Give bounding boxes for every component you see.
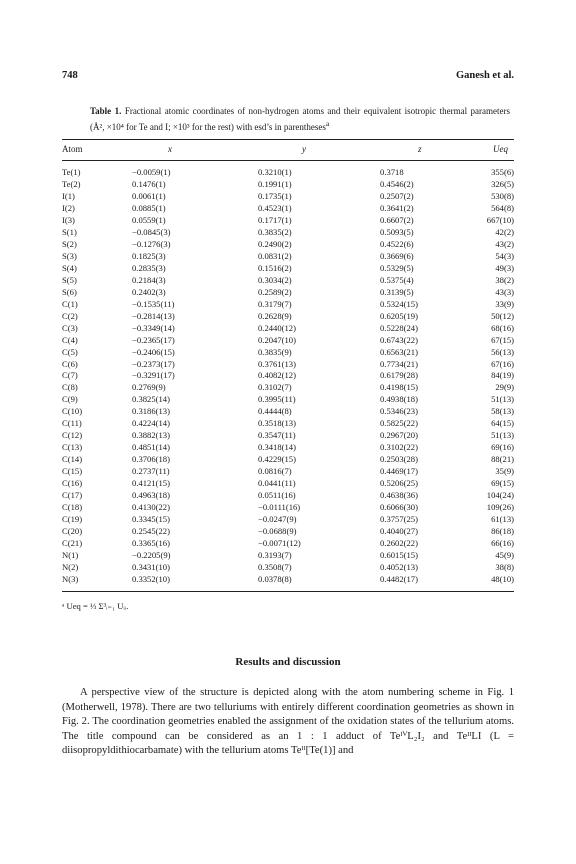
cell-ueq: 29(9) (495, 382, 514, 393)
cell-atom: C(4) (62, 334, 78, 345)
cell-z: 0.4040(27) (380, 526, 418, 537)
cell-y: 0.1516(2) (258, 262, 292, 273)
cell-y: 0.2589(2) (258, 286, 292, 297)
cell-y: 0.4444(8) (258, 406, 292, 417)
cell-atom: C(17) (62, 490, 83, 501)
cell-x: 0.0061(1) (132, 190, 166, 201)
cell-y: 0.2047(10) (258, 334, 296, 345)
table-row (62, 263, 514, 274)
cell-atom: C(12) (62, 430, 83, 441)
cell-z: 0.2967(20) (380, 430, 418, 441)
table-top-rule (62, 139, 514, 140)
table-caption (90, 106, 510, 133)
section-title: Results and discussion (235, 656, 341, 668)
cell-x: −0.2205(9) (132, 550, 171, 561)
cell-x: 0.3825(14) (132, 394, 170, 405)
cell-z: 0.6743(22) (380, 334, 418, 345)
cell-z: 0.4522(6) (380, 238, 414, 249)
cell-z: 0.4052(13) (380, 562, 418, 572)
cell-x: −0.2365(17) (132, 334, 175, 345)
cell-y: 0.2440(12) (258, 322, 296, 333)
table-row (62, 382, 514, 393)
cell-z: 0.3139(5) (380, 286, 414, 297)
cell-atom: C(1) (62, 298, 78, 309)
cell-atom: C(11) (62, 418, 82, 429)
table-row (62, 574, 514, 585)
cell-atom: C(19) (62, 514, 83, 525)
cell-y: 0.3761(13) (258, 358, 296, 369)
cell-x: −0.1535(11) (132, 298, 175, 309)
running-head: Ganesh et al. (455, 70, 514, 81)
table-caption-text: Fractional atomic coordinates of non-hydrogen atoms and their equivalent isotropic thermal parameters (Å², ×10⁴ for Te and I; ×10³ for the rest) with esd’s in parentheses (90, 106, 510, 132)
header-x: x (168, 144, 172, 154)
cell-ueq: 33(9) (495, 298, 514, 309)
cell-ueq: 43(2) (495, 238, 514, 249)
cell-y: 0.3193(7) (258, 550, 292, 561)
cell-y: 0.4523(1) (258, 202, 292, 213)
cell-y: 0.3102(7) (258, 382, 292, 393)
cell-y: 0.3547(11) (258, 430, 296, 441)
cell-atom: C(21) (62, 538, 83, 549)
cell-atom: S(1) (62, 226, 77, 237)
cell-x: −0.3291(17) (132, 370, 175, 381)
cell-atom: I(1) (62, 190, 75, 201)
cell-atom: Te(2) (62, 178, 81, 189)
cell-atom: C(3) (62, 322, 78, 333)
cell-atom: N(1) (62, 550, 79, 561)
cell-x: −0.3349(14) (132, 322, 175, 333)
table-row (62, 466, 514, 477)
cell-x: 0.2184(3) (132, 274, 166, 285)
header-atom: Atom (62, 144, 83, 154)
cell-x: −0.2373(17) (132, 358, 175, 369)
table-row (62, 406, 514, 417)
cell-ueq: 66(16) (491, 538, 514, 549)
table-row (62, 514, 514, 525)
table-row (62, 215, 514, 226)
cell-x: 0.4130(22) (132, 502, 170, 513)
table-body (62, 167, 514, 587)
table-row (62, 323, 514, 334)
cell-x: −0.2814(13) (132, 310, 175, 321)
cell-y: 0.2490(2) (258, 238, 292, 249)
cell-ueq: 530(8) (491, 190, 514, 201)
cell-ueq: 58(13) (491, 406, 514, 417)
cell-z: 0.5206(25) (380, 478, 418, 489)
cell-y: 0.3418(14) (258, 442, 296, 453)
table-row (62, 275, 514, 286)
cell-y: −0.0688(9) (258, 526, 297, 537)
caption-footnote-mark: a (325, 118, 330, 128)
cell-ueq: 38(8) (495, 562, 514, 572)
table-row (62, 287, 514, 298)
cell-atom: I(2) (62, 202, 75, 213)
cell-z: 0.5228(24) (380, 322, 418, 333)
cell-y: 0.0441(11) (258, 478, 296, 489)
cell-z: 0.3757(25) (380, 514, 418, 525)
table-row (62, 478, 514, 489)
cell-ueq: 667(10) (486, 214, 514, 225)
cell-y: 0.3508(7) (258, 562, 292, 572)
cell-y: 0.3835(2) (258, 226, 292, 237)
table-row (62, 335, 514, 346)
cell-atom: S(4) (62, 262, 77, 273)
header-ueq: Ueq (493, 144, 508, 154)
cell-z: 0.3102(22) (380, 442, 418, 453)
cell-y: 0.1991(1) (258, 178, 292, 189)
cell-y: 0.4229(15) (258, 454, 296, 465)
table-row (62, 370, 514, 381)
cell-atom: S(2) (62, 238, 77, 249)
cell-ueq: 84(19) (491, 370, 514, 381)
cell-x: 0.4121(15) (132, 478, 170, 489)
cell-z: 0.6066(30) (380, 502, 418, 513)
cell-x: 0.3706(18) (132, 454, 170, 465)
table-row (62, 167, 514, 178)
cell-atom: I(3) (62, 214, 75, 225)
cell-ueq: 35(9) (495, 466, 514, 477)
cell-x: 0.1476(1) (132, 178, 166, 189)
cell-atom: C(2) (62, 310, 78, 321)
cell-y: 0.3179(7) (258, 298, 292, 309)
table-row (62, 526, 514, 537)
cell-y: 0.2628(9) (258, 310, 292, 321)
page-number: 748 (62, 70, 78, 81)
cell-y: 0.3034(2) (258, 274, 292, 285)
cell-x: 0.4224(14) (132, 418, 170, 429)
cell-y: 0.0831(2) (258, 250, 292, 261)
cell-z: 0.4469(17) (380, 466, 418, 477)
cell-ueq: 51(13) (491, 430, 514, 441)
cell-atom: C(20) (62, 526, 83, 537)
table-row (62, 418, 514, 429)
cell-ueq: 45(9) (495, 550, 514, 561)
cell-ueq: 564(8) (491, 202, 514, 213)
cell-z: 0.5329(5) (380, 262, 414, 273)
cell-z: 0.5093(5) (380, 226, 414, 237)
table-row (62, 359, 514, 370)
page-header (62, 70, 514, 84)
cell-ueq: 68(16) (491, 322, 514, 333)
cell-ueq: 69(16) (491, 442, 514, 453)
cell-atom: C(10) (62, 406, 83, 417)
cell-x: 0.0559(1) (132, 214, 166, 225)
cell-z: 0.2507(2) (380, 190, 414, 201)
table-row (62, 490, 514, 501)
table-header-rule (62, 160, 514, 161)
cell-ueq: 88(21) (491, 454, 514, 465)
cell-z: 0.3718 (380, 167, 404, 177)
table-row (62, 251, 514, 262)
cell-y: 0.3518(13) (258, 418, 296, 429)
cell-z: 0.6015(15) (380, 550, 418, 561)
table-header-row (62, 144, 514, 158)
cell-ueq: 64(15) (491, 418, 514, 429)
cell-ueq: 104(24) (486, 490, 514, 501)
cell-z: 0.7734(21) (380, 358, 418, 369)
table-row (62, 239, 514, 250)
cell-ueq: 67(16) (491, 358, 514, 369)
cell-z: 0.2602(22) (380, 538, 418, 549)
cell-x: 0.0885(1) (132, 202, 166, 213)
cell-atom: Te(1) (62, 167, 81, 177)
table-row (62, 191, 514, 202)
table-row (62, 347, 514, 358)
cell-y: 0.1717(1) (258, 214, 292, 225)
cell-atom: S(3) (62, 250, 77, 261)
table-row (62, 562, 514, 573)
table-row (62, 502, 514, 513)
cell-z: 0.4638(36) (380, 490, 418, 501)
table-row (62, 538, 514, 549)
table-row (62, 227, 514, 238)
cell-z: 0.5346(23) (380, 406, 418, 417)
cell-y: 0.0816(7) (258, 466, 292, 477)
table-footnote: ᵃ Ueq = ⅓ Σ³ᵢ₌₁ Uᵢᵢ. (62, 601, 129, 611)
cell-x: 0.2402(3) (132, 286, 166, 297)
header-z: z (418, 144, 422, 154)
cell-x: 0.2769(9) (132, 382, 166, 393)
cell-ueq: 61(13) (491, 514, 514, 525)
cell-y: 0.3995(11) (258, 394, 296, 405)
cell-x: 0.3186(13) (132, 406, 170, 417)
cell-atom: C(7) (62, 370, 78, 381)
cell-ueq: 56(13) (491, 346, 514, 357)
cell-ueq: 54(3) (495, 250, 514, 261)
cell-atom: S(6) (62, 286, 77, 297)
table-row (62, 179, 514, 190)
cell-atom: S(5) (62, 274, 77, 285)
cell-y: −0.0071(12) (258, 538, 301, 549)
cell-z: 0.5825(22) (380, 418, 418, 429)
cell-x: 0.2835(3) (132, 262, 166, 273)
cell-ueq: 38(2) (495, 274, 514, 285)
cell-atom: C(14) (62, 454, 83, 465)
table-label: Table 1. (90, 106, 122, 116)
cell-ueq: 355(6) (491, 167, 514, 177)
cell-z: 0.3641(2) (380, 202, 414, 213)
cell-z: 0.4546(2) (380, 178, 414, 189)
cell-z: 0.6179(28) (380, 370, 418, 381)
cell-y: −0.0111(16) (258, 502, 301, 513)
cell-z: 0.4482(17) (380, 573, 418, 584)
cell-ueq: 48(10) (491, 573, 514, 584)
header-y: y (302, 144, 306, 154)
cell-ueq: 69(15) (491, 478, 514, 489)
cell-z: 0.2503(28) (380, 454, 418, 465)
table-row (62, 203, 514, 214)
cell-x: 0.4963(18) (132, 490, 170, 501)
cell-ueq: 326(5) (491, 178, 514, 189)
cell-ueq: 43(3) (495, 286, 514, 297)
table-row (62, 299, 514, 310)
cell-ueq: 86(18) (491, 526, 514, 537)
cell-z: 0.4938(18) (380, 394, 418, 405)
cell-x: 0.3365(16) (132, 538, 170, 549)
cell-y: −0.0247(9) (258, 514, 297, 525)
cell-x: 0.3431(10) (132, 562, 170, 572)
cell-ueq: 49(3) (495, 262, 514, 273)
cell-x: 0.3882(13) (132, 430, 170, 441)
cell-x: 0.1825(3) (132, 250, 166, 261)
cell-atom: C(6) (62, 358, 78, 369)
cell-atom: C(8) (62, 382, 78, 393)
cell-x: −0.0059(1) (132, 167, 171, 177)
cell-atom: C(5) (62, 346, 78, 357)
cell-ueq: 67(15) (491, 334, 514, 345)
cell-atom: N(3) (62, 573, 79, 584)
table-row (62, 311, 514, 322)
cell-ueq: 51(13) (491, 394, 514, 405)
cell-z: 0.4198(15) (380, 382, 418, 393)
cell-z: 0.6205(19) (380, 310, 418, 321)
cell-z: 0.5375(4) (380, 274, 414, 285)
table-row (62, 442, 514, 453)
cell-y: 0.3210(1) (258, 167, 292, 177)
cell-z: 0.6607(2) (380, 214, 414, 225)
cell-x: −0.2406(15) (132, 346, 175, 357)
cell-ueq: 42(2) (495, 226, 514, 237)
cell-atom: C(9) (62, 394, 78, 405)
cell-x: 0.3345(15) (132, 514, 170, 525)
table-row (62, 550, 514, 561)
table-row (62, 430, 514, 441)
cell-x: 0.2545(22) (132, 526, 170, 537)
cell-y: 0.0378(8) (258, 573, 292, 584)
table-row (62, 454, 514, 465)
cell-atom: C(16) (62, 478, 83, 489)
table-bottom-rule (62, 591, 514, 592)
cell-atom: N(2) (62, 562, 79, 572)
cell-x: −0.0845(3) (132, 226, 171, 237)
cell-atom: C(13) (62, 442, 83, 453)
cell-atom: C(15) (62, 466, 83, 477)
cell-x: 0.4851(14) (132, 442, 170, 453)
cell-x: 0.2737(11) (132, 466, 170, 477)
cell-ueq: 50(12) (491, 310, 514, 321)
cell-z: 0.3669(6) (380, 250, 414, 261)
cell-y: 0.4082(12) (258, 370, 296, 381)
cell-x: −0.1276(3) (132, 238, 171, 249)
cell-y: 0.3835(9) (258, 346, 292, 357)
cell-z: 0.5324(15) (380, 298, 418, 309)
table-row (62, 394, 514, 405)
cell-x: 0.3352(10) (132, 573, 170, 584)
body-paragraph: A perspective view of the structure is depicted along with the atom numbering scheme in Fig. 1 (Motherwell, 1978). There are two telluriums with entirely different coordination geometries as shown in Fig. 2. The coordination geometries enabled the assignment of the oxidation states of the tellurium atoms. The title compound can be considered as an 1 : 1 adduct of TeᴵⱽL₂I₂ and TeᴵᴵLI (L = diisopropyldithiocarbamate) with the tellurium atoms Teᴵᴵ[Te(1)] and (62, 687, 514, 757)
cell-y: 0.0511(16) (258, 490, 296, 501)
cell-y: 0.1735(1) (258, 190, 292, 201)
cell-ueq: 109(26) (486, 502, 514, 513)
cell-atom: C(18) (62, 502, 83, 513)
cell-z: 0.6563(21) (380, 346, 418, 357)
